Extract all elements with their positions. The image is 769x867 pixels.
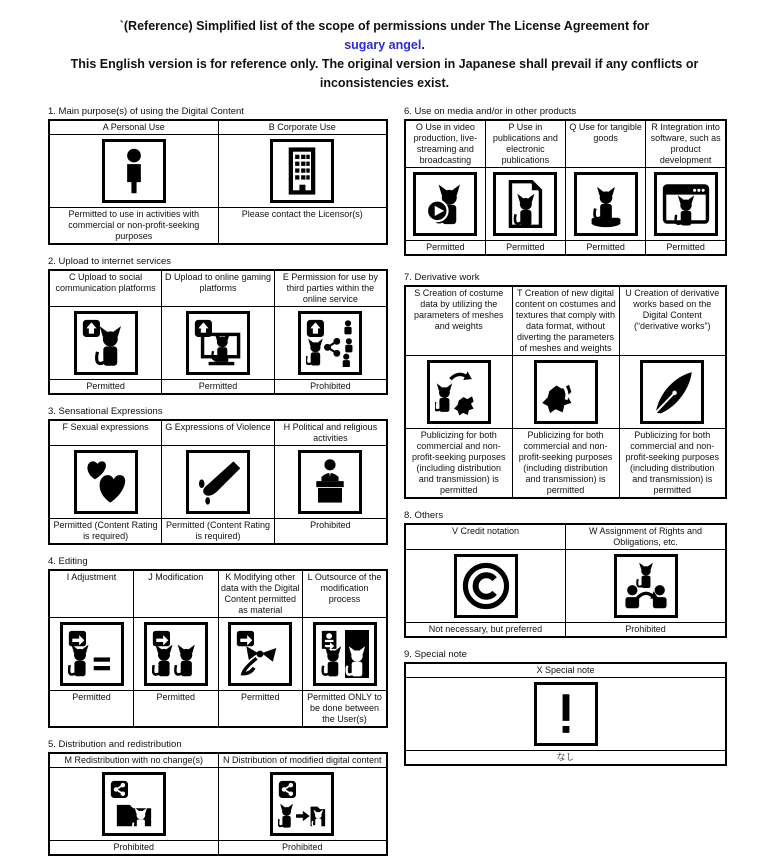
icon-cell (566, 550, 727, 623)
title-line-1: `(Reference) Simplified list of the scope of permissions under The License Agreement for (119, 19, 650, 33)
third-party-share-icon (298, 311, 362, 375)
cell-header: F Sexual expressions (49, 420, 162, 446)
icon-cell (405, 550, 566, 623)
cell-header: U Creation of derivative works based on the Digital Content (“derivative works”) (619, 286, 726, 356)
redistribute-folder-icon (102, 772, 166, 836)
pen-icon (640, 360, 704, 424)
cell-header: J Modification (134, 570, 219, 618)
icon-cell (49, 446, 162, 519)
software-window-icon (654, 172, 718, 236)
section-3 (48, 406, 388, 545)
status-text: Not necessary, but preferred (405, 623, 566, 638)
status-text: Permitted (134, 691, 219, 728)
cell-header: M Redistribution with no change(s) (49, 753, 218, 768)
permission-table (404, 662, 727, 766)
permission-table (48, 269, 388, 395)
section-4 (48, 556, 388, 728)
figurine-icon (574, 172, 638, 236)
status-text: Permitted (566, 241, 646, 256)
upload-social-icon (74, 311, 138, 375)
section-1 (48, 106, 388, 245)
permission-table (48, 569, 388, 728)
permission-table (404, 285, 727, 499)
section-6 (404, 106, 727, 256)
icon-cell (405, 678, 726, 751)
costume-texture-icon (534, 360, 598, 424)
status-text: Prohibited (274, 380, 387, 395)
section-title: 4. Editing (48, 556, 88, 567)
icon-cell (405, 168, 485, 241)
permission-table (404, 119, 727, 256)
cell-header: B Corporate Use (218, 120, 387, 135)
status-text: Prohibited (49, 841, 218, 856)
status-text: Permitted (485, 241, 565, 256)
icon-cell (566, 168, 646, 241)
icon-cell (274, 446, 387, 519)
cell-header: S Creation of costume data by utilizing the parameters of meshes and weights (405, 286, 512, 356)
section-title: 3. Sensational Expressions (48, 406, 163, 417)
section-title: 5. Distribution and redistribution (48, 739, 182, 750)
icon-cell (162, 307, 275, 380)
section-2 (48, 256, 388, 395)
cell-header: N Distribution of modified digital content (218, 753, 387, 768)
status-text: Prohibited (566, 623, 727, 638)
cell-header: L Outsource of the modification process (303, 570, 388, 618)
section-title: 9. Special note (404, 649, 467, 660)
cell-header: V Credit notation (405, 524, 566, 550)
icon-cell (646, 168, 726, 241)
section-5 (48, 739, 388, 856)
cell-header: A Personal Use (49, 120, 218, 135)
cell-header: E Permission for use by third parties within the online service (274, 270, 387, 307)
adjust-equal-icon (60, 622, 124, 686)
upload-gaming-icon (186, 311, 250, 375)
status-text: Prohibited (274, 519, 387, 545)
copyright-icon (454, 554, 518, 618)
content-columns (0, 106, 769, 867)
status-text: Prohibited (218, 841, 387, 856)
title-line-2: This English version is for reference only. The original version in Japanese shall prevail if any conflicts or inconsistencies exist. (70, 57, 699, 90)
permission-table (404, 523, 727, 638)
permission-table (48, 419, 388, 545)
section-8 (404, 510, 727, 638)
page-title (0, 0, 769, 93)
icon-cell (619, 356, 726, 429)
section-9 (404, 649, 727, 766)
video-play-icon (413, 172, 477, 236)
icon-cell (49, 618, 134, 691)
cell-header: P Use in publications and electronic publications (485, 120, 565, 168)
status-text: Permitted ONLY to be done between the User(s) (303, 691, 388, 728)
status-text: Permitted (49, 691, 134, 728)
icon-cell (218, 618, 303, 691)
status-text: なし (405, 751, 726, 766)
costume-data-icon (427, 360, 491, 424)
icon-cell (134, 618, 219, 691)
section-7 (404, 272, 727, 499)
status-text: Publicizing for both commercial and non-profit-seeking purposes (including distribution and transmission) is permitted (512, 429, 619, 499)
modify-material-icon (228, 622, 292, 686)
modify-cats-icon (144, 622, 208, 686)
knife-icon (186, 450, 250, 514)
outsource-icon (313, 622, 377, 686)
icon-cell (512, 356, 619, 429)
cell-header: I Adjustment (49, 570, 134, 618)
icon-cell (274, 307, 387, 380)
cell-header: W Assignment of Rights and Obligations, etc. (566, 524, 727, 550)
podium-speech-icon (298, 450, 362, 514)
status-text: Permitted (405, 241, 485, 256)
cell-header: O Use in video production, live-streaming and broadcasting (405, 120, 485, 168)
icon-cell (49, 768, 218, 841)
icon-cell (303, 618, 388, 691)
title-line-product (0, 36, 769, 55)
product-name-link[interactable]: sugary angel (344, 38, 422, 52)
cell-header: K Modifying other data with the Digital Content permitted as material (218, 570, 303, 618)
status-text: Please contact the Licensor(s) (218, 208, 387, 245)
cell-header: X Special note (405, 663, 726, 678)
right-column (404, 106, 727, 777)
status-text: Permitted (Content Rating is required) (49, 519, 162, 545)
section-title: 6. Use on media and/or in other products (404, 106, 577, 117)
status-text: Permitted to use in activities with commercial or non-profit-seeking purposes (49, 208, 218, 245)
section-title: 2. Upload to internet services (48, 256, 172, 267)
product-period: . (421, 38, 425, 52)
permission-table (48, 119, 388, 245)
status-text: Publicizing for both commercial and non-profit-seeking purposes (including distribution and transmission) is permitted (619, 429, 726, 499)
icon-cell (49, 135, 218, 208)
assignment-icon (614, 554, 678, 618)
status-text: Permitted (Content Rating is required) (162, 519, 275, 545)
icon-cell (162, 446, 275, 519)
icon-cell (405, 356, 512, 429)
cell-header: T Creation of new digital content on costumes and textures that comply with data format, without diverting the parameters of meshes and weights (512, 286, 619, 356)
cell-header: Q Use for tangible goods (566, 120, 646, 168)
cell-header: C Upload to social communication platforms (49, 270, 162, 307)
cell-header: G Expressions of Violence (162, 420, 275, 446)
permission-table (48, 752, 388, 856)
icon-cell (218, 768, 387, 841)
building-icon (270, 139, 334, 203)
hearts-icon (74, 450, 138, 514)
section-title: 8. Others (404, 510, 444, 521)
section-title: 1. Main purpose(s) of using the Digital Content (48, 106, 244, 117)
distribute-modified-icon (270, 772, 334, 836)
exclamation-icon (534, 682, 598, 746)
left-column (48, 106, 388, 867)
icon-cell (485, 168, 565, 241)
icon-cell (218, 135, 387, 208)
section-title: 7. Derivative work (404, 272, 480, 283)
status-text: Permitted (49, 380, 162, 395)
status-text: Permitted (218, 691, 303, 728)
icon-cell (49, 307, 162, 380)
publication-page-icon (493, 172, 557, 236)
status-text: Permitted (646, 241, 726, 256)
status-text: Publicizing for both commercial and non-profit-seeking purposes (including distribution and transmission) is permitted (405, 429, 512, 499)
cell-header: H Political and religious activities (274, 420, 387, 446)
status-text: Permitted (162, 380, 275, 395)
cell-header: R Integration into software, such as product development (646, 120, 726, 168)
person-icon (102, 139, 166, 203)
cell-header: D Upload to online gaming platforms (162, 270, 275, 307)
